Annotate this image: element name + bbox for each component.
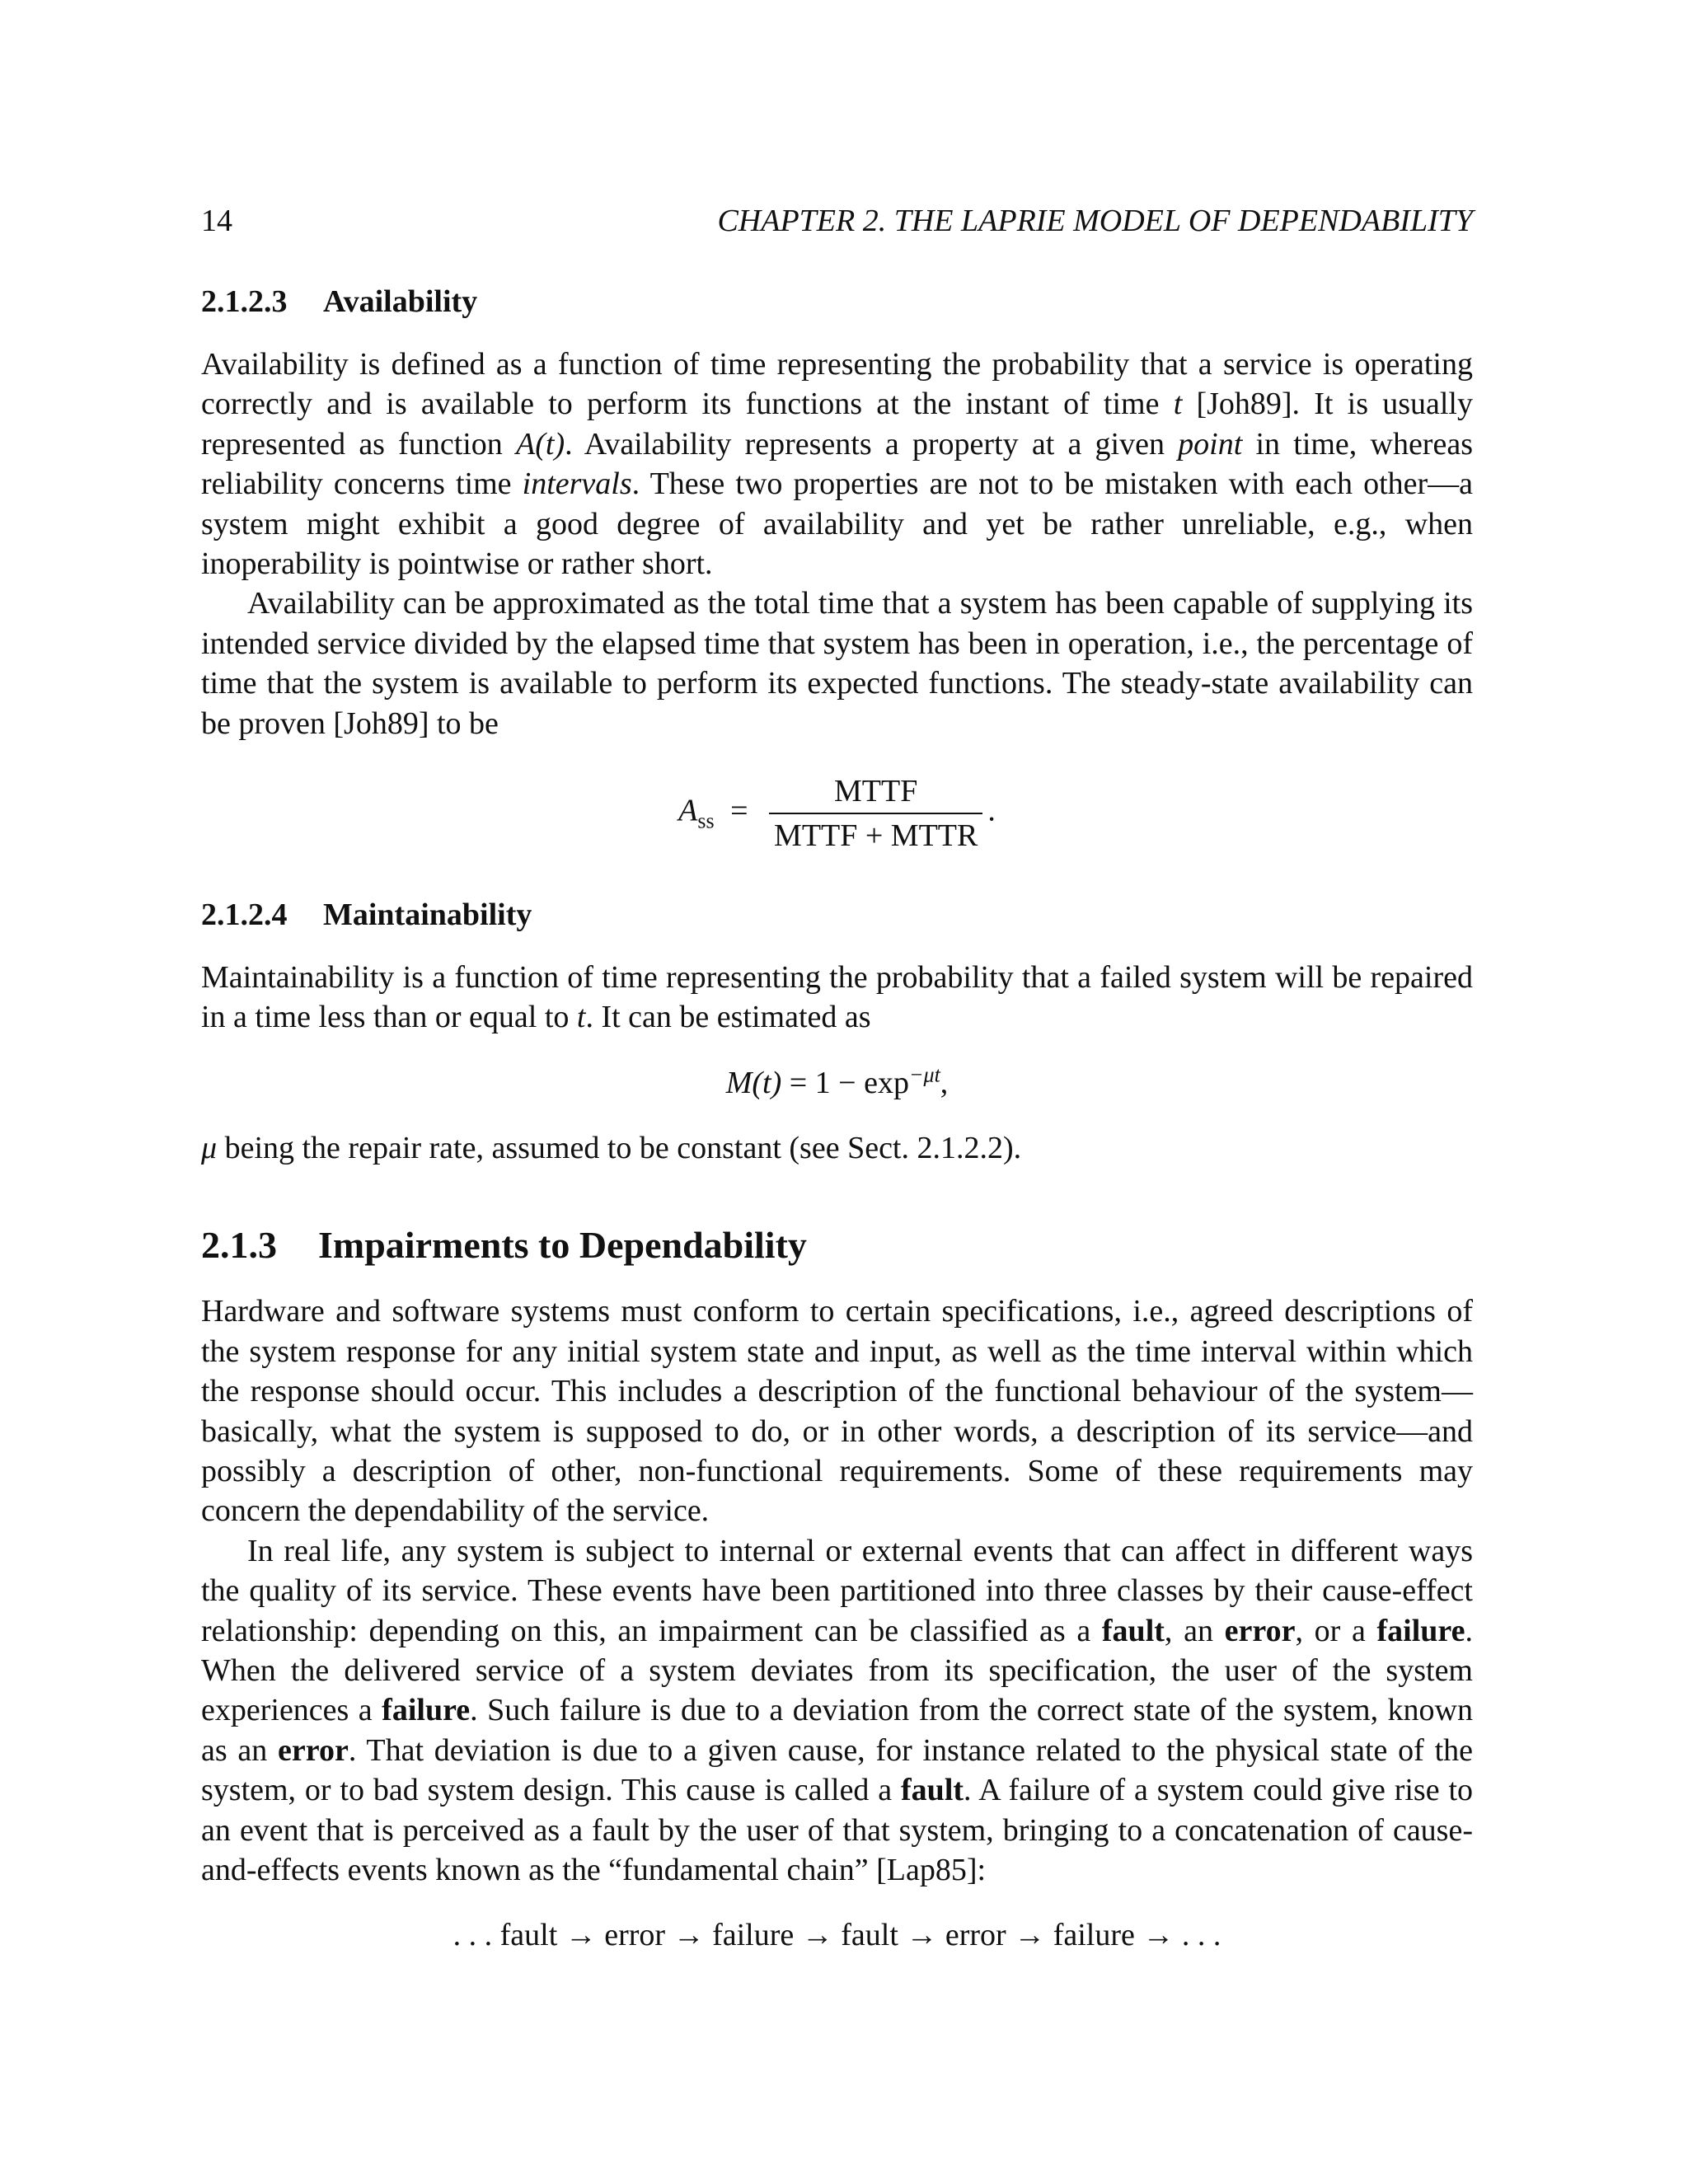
text-run: In real life, any system is subject to internal or external events that can affect in different ways the quality of its service. These events have been partitioned into three classes by their cause-effect relationship: depending on this, an impairment can be classified as a	[201, 1533, 1473, 1648]
paragraph-availability-approximation: Availability can be approximated as the total time that a system has been capable of supplying its intended service divided by the elapsed time that system has been in operation, i.e., the percentage of time that the system is available to perform its expected functions. The steady-state availability can be proven [Joh89] to be	[201, 586, 1473, 741]
running-head	[201, 201, 1473, 241]
section-number: 2.1.2.3	[201, 284, 288, 319]
text-run: in time, whereas reliability concerns time	[201, 426, 1473, 502]
paragraph-impairment-classes	[201, 1531, 1473, 1891]
section-number: 2.1.2.4	[201, 898, 288, 933]
text-run: . Availability represents a property at a given	[565, 426, 1179, 462]
section-heading-availability	[201, 280, 1473, 323]
text-run: . When the delivered service of a system deviates from its specification, the user of the system experiences a	[201, 1613, 1473, 1728]
fraction-numerator: MTTF	[769, 773, 982, 814]
section-title: Availability	[323, 284, 478, 319]
text-run: . Such failure is due to a deviation from the correct state of the system, known as an	[201, 1693, 1474, 1768]
bold-term: failure	[382, 1693, 471, 1728]
section-heading-maintainability	[201, 893, 1473, 936]
page-content	[201, 201, 1473, 1956]
section-heading-impairments	[201, 1221, 1473, 1270]
text-run: . That deviation is due to a given cause, for instance related to the physical state of the system, or to bad system design. This cause is called a	[201, 1732, 1474, 1808]
math-fraction	[769, 773, 982, 854]
page-number: 14	[201, 204, 232, 238]
bold-term: error	[1224, 1613, 1296, 1648]
text-run: being the repair rate, assumed to be constant (see Sect. 2.1.2.2).	[217, 1130, 1022, 1165]
text-run: Availability is defined as a function of time representing the probability that a service is operating correctly and is available to perform its functions at the instant of time	[201, 347, 1473, 422]
text-run: Maintainability is a function of time representing the probability that a failed system will be repaired in a time less than or equal to	[201, 960, 1473, 1035]
section-number: 2.1.3	[201, 1224, 277, 1267]
bold-term: failure	[1376, 1613, 1465, 1648]
equation-maintainability	[201, 1062, 1473, 1104]
paragraph-maintainability-definition	[201, 958, 1473, 1038]
paragraph-availability-definition	[201, 344, 1473, 583]
section-title: Maintainability	[323, 898, 532, 933]
math-variable: μ	[201, 1130, 218, 1165]
math-variable: t	[576, 1000, 586, 1035]
emphasis: intervals	[522, 466, 632, 502]
paragraph-specifications: Hardware and software systems must conform to certain specifications, i.e., agreed descriptions of the system response for any initial system state and input, as well as the time interval within which the response should occur. This includes a description of the functional behaviour of the system—basically, what the system is supposed to do, or in other words, a description of its service—and possibly a description of other, non-functional requirements. Some of these requirements may concern the dependability of the service.	[201, 1294, 1473, 1529]
math-superscript: −μt	[908, 1062, 940, 1087]
paragraph-repair-rate	[201, 1128, 1473, 1168]
text-run: . It can be estimated as	[585, 1000, 871, 1035]
math-function: A(t)	[516, 426, 565, 462]
fraction-denominator: MTTF + MTTR	[774, 818, 978, 854]
equation-steady-state-availability	[201, 773, 1473, 854]
math-variable: A	[678, 793, 698, 828]
math-function: M(t)	[725, 1065, 782, 1100]
bold-term: fault	[1101, 1613, 1165, 1648]
text-run: , or a	[1295, 1613, 1377, 1648]
text-run: , an	[1164, 1613, 1225, 1648]
math-punctuation: .	[987, 793, 996, 828]
fundamental-chain: . . . fault → error → failure → fault → error → failure → . . .	[452, 1918, 1221, 1953]
emphasis: point	[1178, 426, 1243, 462]
math-variable: t	[1173, 387, 1183, 422]
text-run: . A failure of a system could give rise to an event that is perceived as a fault by the user of that system, bringing to a concatenation of cause-and-effects events known as the “fundamental chain” [Lap85]:	[201, 1773, 1473, 1887]
text-run: . These two properties are not to be mistaken with each other—a system might exhibit a good degree of availability and yet be rather unreliable, e.g., when inoperability is pointwise or rather short.	[201, 466, 1474, 582]
math-subscript: ss	[697, 808, 715, 833]
math-expression: = 1 − exp	[789, 1065, 909, 1100]
section-title: Impairments to Dependability	[318, 1224, 807, 1267]
math-operator: =	[730, 793, 748, 828]
running-chapter-title: CHAPTER 2. THE LAPRIE MODEL OF DEPENDABILITY	[717, 204, 1473, 238]
bold-term: error	[278, 1732, 349, 1768]
bold-term: fault	[901, 1773, 964, 1808]
text-run: [Joh89]. It is usually represented as function	[201, 387, 1473, 462]
math-punctuation: ,	[940, 1065, 949, 1100]
